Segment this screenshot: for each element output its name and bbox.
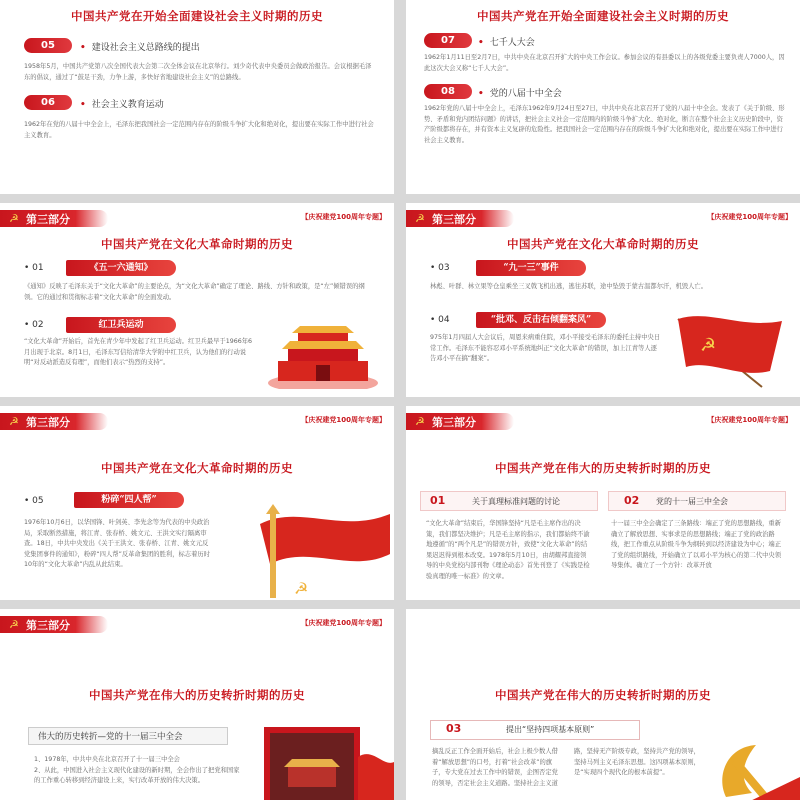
slide-1 [0,0,394,194]
slide-5 [0,406,394,600]
section-header: ☭ 第三部分 [0,413,108,430]
slide-title: 中国共产党在伟大的历史转折时期的历史 [495,688,711,702]
section-tag: 【庆祝建党100周年专题】 [301,619,386,627]
item-number: 05 [24,38,72,53]
item-heading: 关于真理标准问题的讨论 [472,497,560,506]
section-tag: 【庆祝建党100周年专题】 [707,213,792,221]
square-image-graphic [258,717,394,800]
slide-7 [0,609,394,800]
slide-3 [0,203,394,397]
item-number: • 02 [24,320,44,330]
slide-title: 中国共产党在伟大的历史转折时期的历史 [495,461,711,475]
hammer-sickle-icon: ☭ [9,212,19,225]
item-number: • 01 [24,263,44,273]
item-number: 03 [446,722,462,735]
item-heading: 红卫兵运动 [66,317,176,333]
section-header: ☭ 第三部分 [0,210,108,227]
item-number: • 04 [430,315,450,325]
hammer-sickle-graphic [706,737,800,800]
item-text: 《通知》反映了毛泽东关于“文化大革命”的主要论点，为“文化大革命”确定了理论、路线、方针和政策，是“左”倾错误的纲领。它的通过和贯彻标志着“文化大革命”的全面发动。 [24,283,365,301]
hammer-sickle-icon: ☭ [415,415,425,428]
slide-title: 中国共产党在文化大革命时期的历史 [101,237,293,251]
item-text: 975年1月四届人大会议后，周恩来病重住院，邓小平接受毛泽东的委托主持中央日常工作。毛泽东不能容忍邓小平系统地纠正“文化大革命”的错误，加上江青等人逐告邓小平在搞“翻案”。 [430,334,661,362]
item-text: 1、1978年，中共中央在北京召开了十一届三中全会 2、从此，中国进入社会主义现代化建设的新时期，全会作出了把党和国家的工作重心转移到经济建设上来，实行改革开放的伟大决策。 [34,756,240,784]
item-text: 林彪、叶群、林立果等仓皇乘坐三叉戟飞机出逃，逃往苏联，途中坠毁于蒙古温都尔汗，机毁人亡。 [430,283,708,290]
item-text: 1958年5月，中国共产党第八次全国代表大会第二次全体会议在北京举行。刘少奇代表中央委员会做政治报告。会议根据毛泽东的倡议，通过了“鼓足干劲，力争上游，多快好省地建设社会主义”的总路线。 [24,63,372,81]
item-text: 十一届三中全会确定了三条路线：端正了党的思想路线，重新确立了解放思想、实事求是的思想路线；端正了党的政治路线，把工作重点从阶级斗争为纲转到以经济建设为中心；端正了党的组织路线，开始确立了以邓小平为核心的第二代中央领导集体。确立了一个方针：改革开放 [611,520,782,569]
hammer-sickle-icon: ☭ [415,212,425,225]
item-heading: • 党的八届十中全会 [478,89,562,99]
slide-2 [406,0,800,194]
svg-text:☭: ☭ [294,579,309,598]
slide-title: 中国共产党在文化大革命时期的历史 [101,461,293,475]
item-text: “文化大革命”结束后，华国锋坚持“凡是毛主席作出的决策，我们都坚决维护；凡是毛主席的指示，我们都始终不渝地遵循”的“两个凡是”的错误方针，致使“文化大革命”的结果迟迟得到根本改变。1978年5月10日，由胡耀邦直接领导的中央党校内部刊物《理论动态》首先刊登了《实践是检验真理的唯一标准》的文章。 [426,520,590,580]
slide-4 [406,203,800,397]
huabiao-flag-graphic [230,494,390,598]
item-heading: “九一三”事件 [476,260,586,276]
slide-title: 中国共产党在开始全面建设社会主义时期的历史 [71,9,323,23]
section-header: ☭ 第三部分 [0,616,108,633]
svg-text:☭: ☭ [700,335,717,356]
section-tag: 【庆祝建党100周年专题】 [301,213,386,221]
item-text: 1962年在党的八届十中全会上，毛泽东把我国社会一定范围内存在的阶级斗争扩大化和绝对化，提出要在实际工作中进行社会主义教育。 [24,121,374,139]
item-number: 01 [430,494,446,507]
item-heading: 党的十一届三中全会 [656,497,728,506]
item-number: • 05 [24,496,44,506]
item-heading: • 建设社会主义总路线的提出 [80,43,200,53]
item-number: 08 [424,84,472,99]
item-heading: “批邓、反击右倾翻案风” [476,312,606,328]
item-text: 摘乱反正工作全面开始后，社会上极少数人借着“解放思想”的口号，打着“社会改革”的旗子，专大党在过去工作中的错误，企图否定党的领导，否定社会主义道路。坚持社会主义道路，坚持无产阶级专政，坚持共产党的领导，坚持马列主义毛泽东思想。这四项基本原则，是“实现四个现代化的根本前提”。 [432,748,700,787]
slide-title: 中国共产党在开始全面建设社会主义时期的历史 [477,9,729,23]
item-text: “文化大革命”开始后，首先在青少年中发起了红卫兵运动。红卫兵最早于1966年6月出现于北京。8月1日，毛泽东写信给清华大学附中红卫兵，认为他们的行动说明“对反动派造反有理”，而他们表示“热烈的支持”。 [24,338,253,366]
hammer-sickle-icon: ☭ [9,415,19,428]
slide-title: 中国共产党在伟大的历史转折时期的历史 [89,688,305,702]
item-number: 07 [424,33,472,48]
item-number: 02 [624,494,640,507]
item-text: 1976年10月6日，以华国锋、叶剑英、李先念等为代表的中央政治局，采取断然措施，将江青、张春桥、姚文元、王洪文实行隔离审查。18日，中共中央发出《关于王洪文、张春桥、江青、姚文元反党集团事件的通知》，粉碎“四人帮”反革命集团的胜利，标志着历时10年的“文化大革命”内乱从此结束。 [24,519,210,568]
slide-title: 中国共产党在文化大革命时期的历史 [507,237,699,251]
item-heading: 《五一六通知》 [66,260,176,276]
section-header: ☭ 第三部分 [406,413,514,430]
tiananmen-graphic [268,321,378,389]
slide-6 [406,406,800,600]
item-heading: 粉碎“四人帮” [74,492,184,508]
item-number: 06 [24,95,72,110]
hammer-sickle-icon: ☭ [9,618,19,631]
item-text: 1962年1月11日至2月7日，中共中央在北京召开扩大的中央工作会议。参加会议的有县委以上的各级党委主要负责人7000人，因此这次大会又称“七千人大会”。 [424,54,785,72]
item-heading: • 社会主义教育运动 [80,100,164,110]
slide-8 [406,609,800,800]
section-tag: 【庆祝建党100周年专题】 [707,416,792,424]
item-number: • 03 [430,263,450,273]
item-text: 1962年党的八届十中全会上，毛泽东1962年9月24日至27日，中共中央在北京召开了党的八届十中全会。发表了《关于阶级、形势、矛盾和党内团结问题》的讲话，把社会主义社会一定范围内的阶级斗争扩大化、绝对化，断言在整个社会主义历史阶段中，资产阶级都将存在，并有资本主义复辟的危险性。把我国社会一定范围内存在的阶级斗争扩大化和绝对化，提出要在实际工作中进行社会主义教育。 [424,105,785,144]
item-heading: 伟大的历史转折—党的十一届三中全会 [38,732,183,742]
party-flag-graphic [670,309,790,389]
item-heading: 提出“坚持四项基本原则” [506,725,595,734]
item-heading: • 七千人大会 [478,38,535,48]
section-tag: 【庆祝建党100周年专题】 [301,416,386,424]
section-header: ☭ 第三部分 [406,210,514,227]
